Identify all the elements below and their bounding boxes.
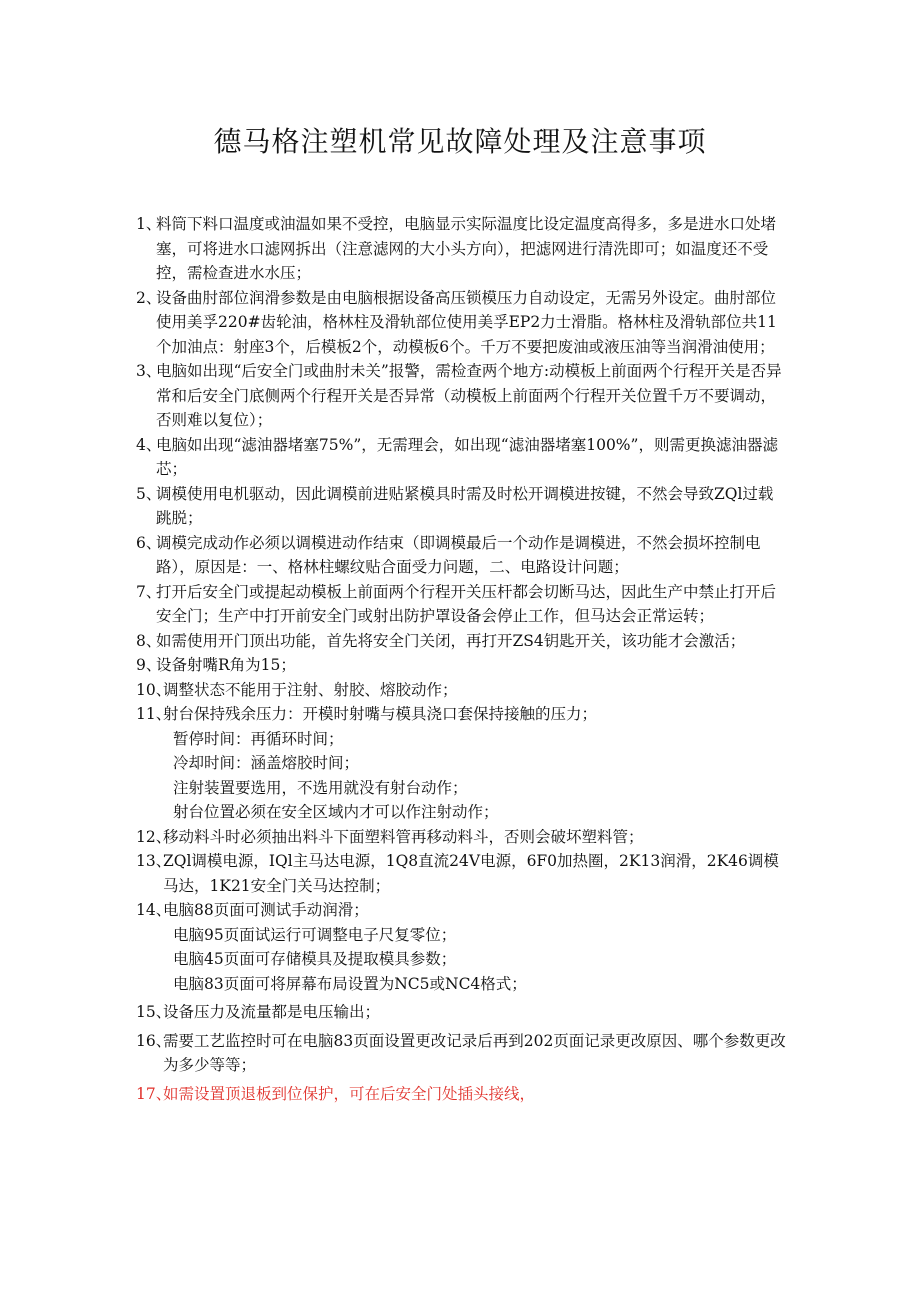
item-text: 如需设置顶退板到位保护，可在后安全门处插头接线， <box>163 1084 536 1103</box>
list-item <box>136 678 786 703</box>
item-text: 设备压力及流量都是电压输出； <box>163 1003 381 1021</box>
item-number: 13、 <box>136 852 172 870</box>
item-text: 电脑88页面可测试手动润滑； <box>163 901 369 919</box>
sub-item: 电脑83页面可将屏幕布局设置为NC5或NC4格式； <box>173 974 527 993</box>
item-number: 9、 <box>136 656 162 674</box>
item-text: 射台保持残余压力：开模时射嘴与模具浇口套保持接触的压力； <box>163 705 598 723</box>
list-item <box>136 580 786 629</box>
item-number: 6、 <box>136 533 162 552</box>
item-text: 移动料斗时必须抽出料斗下面塑料管再移动料斗，否则会破坏塑料管； <box>163 827 644 846</box>
item-text: 料筒下料口温度或油温如果不受控，电脑显示实际温度比设定温度高得多，多是进水口处堵塞，可将进水口滤网拆出（注意滤网的大小头方向），把滤网进行清洗即可；如温度还不受控，需检查进水水压； <box>156 215 777 282</box>
item-number: 12、 <box>136 827 172 846</box>
item-text: 调模使用电机驱动，因此调模前进贴紧模具时需及时松开调模进按键，不然会导致ZQl过载跳脱； <box>156 484 774 527</box>
list-item <box>136 286 786 360</box>
list-item <box>136 482 786 531</box>
list-item <box>136 825 786 850</box>
item-text: ZQl调模电源，IQl主马达电源，1Q8直流24V电源，6F0加热圈，2K13润滑，2K46调模马达，1K21安全门关马达控制； <box>163 852 779 895</box>
item-text: 打开后安全门或提起动模板上前面两个行程开关压杆都会切断马达，因此生产中禁止打开后安全门；生产中打开前安全门或射出防护罩设备会停止工作，但马达会正常运转； <box>156 582 777 625</box>
list-item <box>136 1000 786 1025</box>
list-item <box>136 433 786 482</box>
item-text: 设备曲肘部位润滑参数是由电脑根据设备高压锁模压力自动设定，无需另外设定。曲肘部位使用美孚220#齿轮油，格林柱及滑轨部位使用美孚EP2力士滑脂。格林柱及滑轨部位共11个加油点：射座3个，后模板2个，动模板6个。千万不要把废油或液压油等当润滑油使用； <box>156 288 777 356</box>
list-item <box>136 531 786 580</box>
item-number: 16、 <box>136 1031 172 1050</box>
item-number: 7、 <box>136 582 162 601</box>
sub-item: 暂停时间：再循环时间； <box>173 729 344 748</box>
page-title: 德马格注塑机常见故障处理及注意事项 <box>213 125 707 158</box>
item-number: 10、 <box>136 680 172 699</box>
item-text: 电脑如出现“后安全门或曲肘未关”报警，需检查两个地方:动模板上前面两个行程开关是否异常和后安全门底侧两个行程开关是否异常（动模板上前面两个行程开关位置千万不要调动，否则难以复位）； <box>156 362 782 429</box>
item-number: 1、 <box>136 215 162 233</box>
list-item <box>136 849 786 898</box>
item-text: 调整状态不能用于注射、射胶、熔胶动作； <box>163 680 458 699</box>
sub-item: 射台位置必须在安全区域内才可以作注射动作； <box>173 803 499 821</box>
list-item-highlighted <box>136 1082 786 1107</box>
item-number: 3、 <box>136 362 162 380</box>
item-number: 2、 <box>136 288 162 307</box>
item-text: 设备射嘴R角为15； <box>156 656 296 674</box>
item-number: 14、 <box>136 901 172 919</box>
item-number: 8、 <box>136 631 162 650</box>
item-text: 电脑如出现“滤油器堵塞75%”，无需理会，如出现“滤油器堵塞100%”，则需更换滤油器滤芯； <box>156 435 778 478</box>
list-item <box>136 212 786 286</box>
list-item <box>136 653 786 678</box>
list-item <box>136 1029 786 1078</box>
item-number: 11、 <box>136 705 172 723</box>
item-number: 15、 <box>136 1003 172 1021</box>
sub-item: 电脑45页面可存储模具及提取模具参数； <box>173 950 457 968</box>
item-text: 如需使用开门顶出功能，首先将安全门关闭，再打开ZS4钥匙开关，该功能才会激活； <box>156 631 746 650</box>
item-text: 调模完成动作必须以调模进动作结束（即调模最后一个动作是调模进，不然会损坏控制电路），原因是：一、格林柱螺纹贴合面受力问题，二、电路设计问题； <box>156 533 761 576</box>
list-item <box>136 898 786 923</box>
notes-list <box>136 212 786 1106</box>
item-text: 需要工艺监控时可在电脑83页面设置更改记录后再到202页面记录更改原因、哪个参数更改为多少等等； <box>163 1031 786 1074</box>
sub-item: 注射装置要选用，不选用就没有射台动作； <box>173 778 468 797</box>
list-item <box>136 702 786 727</box>
sub-item: 电脑95页面试运行可调整电子尺复零位； <box>173 925 457 944</box>
item-number: 17、 <box>136 1084 172 1103</box>
item-number: 4、 <box>136 435 162 454</box>
list-item <box>136 629 786 654</box>
list-item <box>136 359 786 433</box>
sub-item: 冷却时间：涵盖熔胶时间； <box>173 754 360 772</box>
item-number: 5、 <box>136 484 162 503</box>
